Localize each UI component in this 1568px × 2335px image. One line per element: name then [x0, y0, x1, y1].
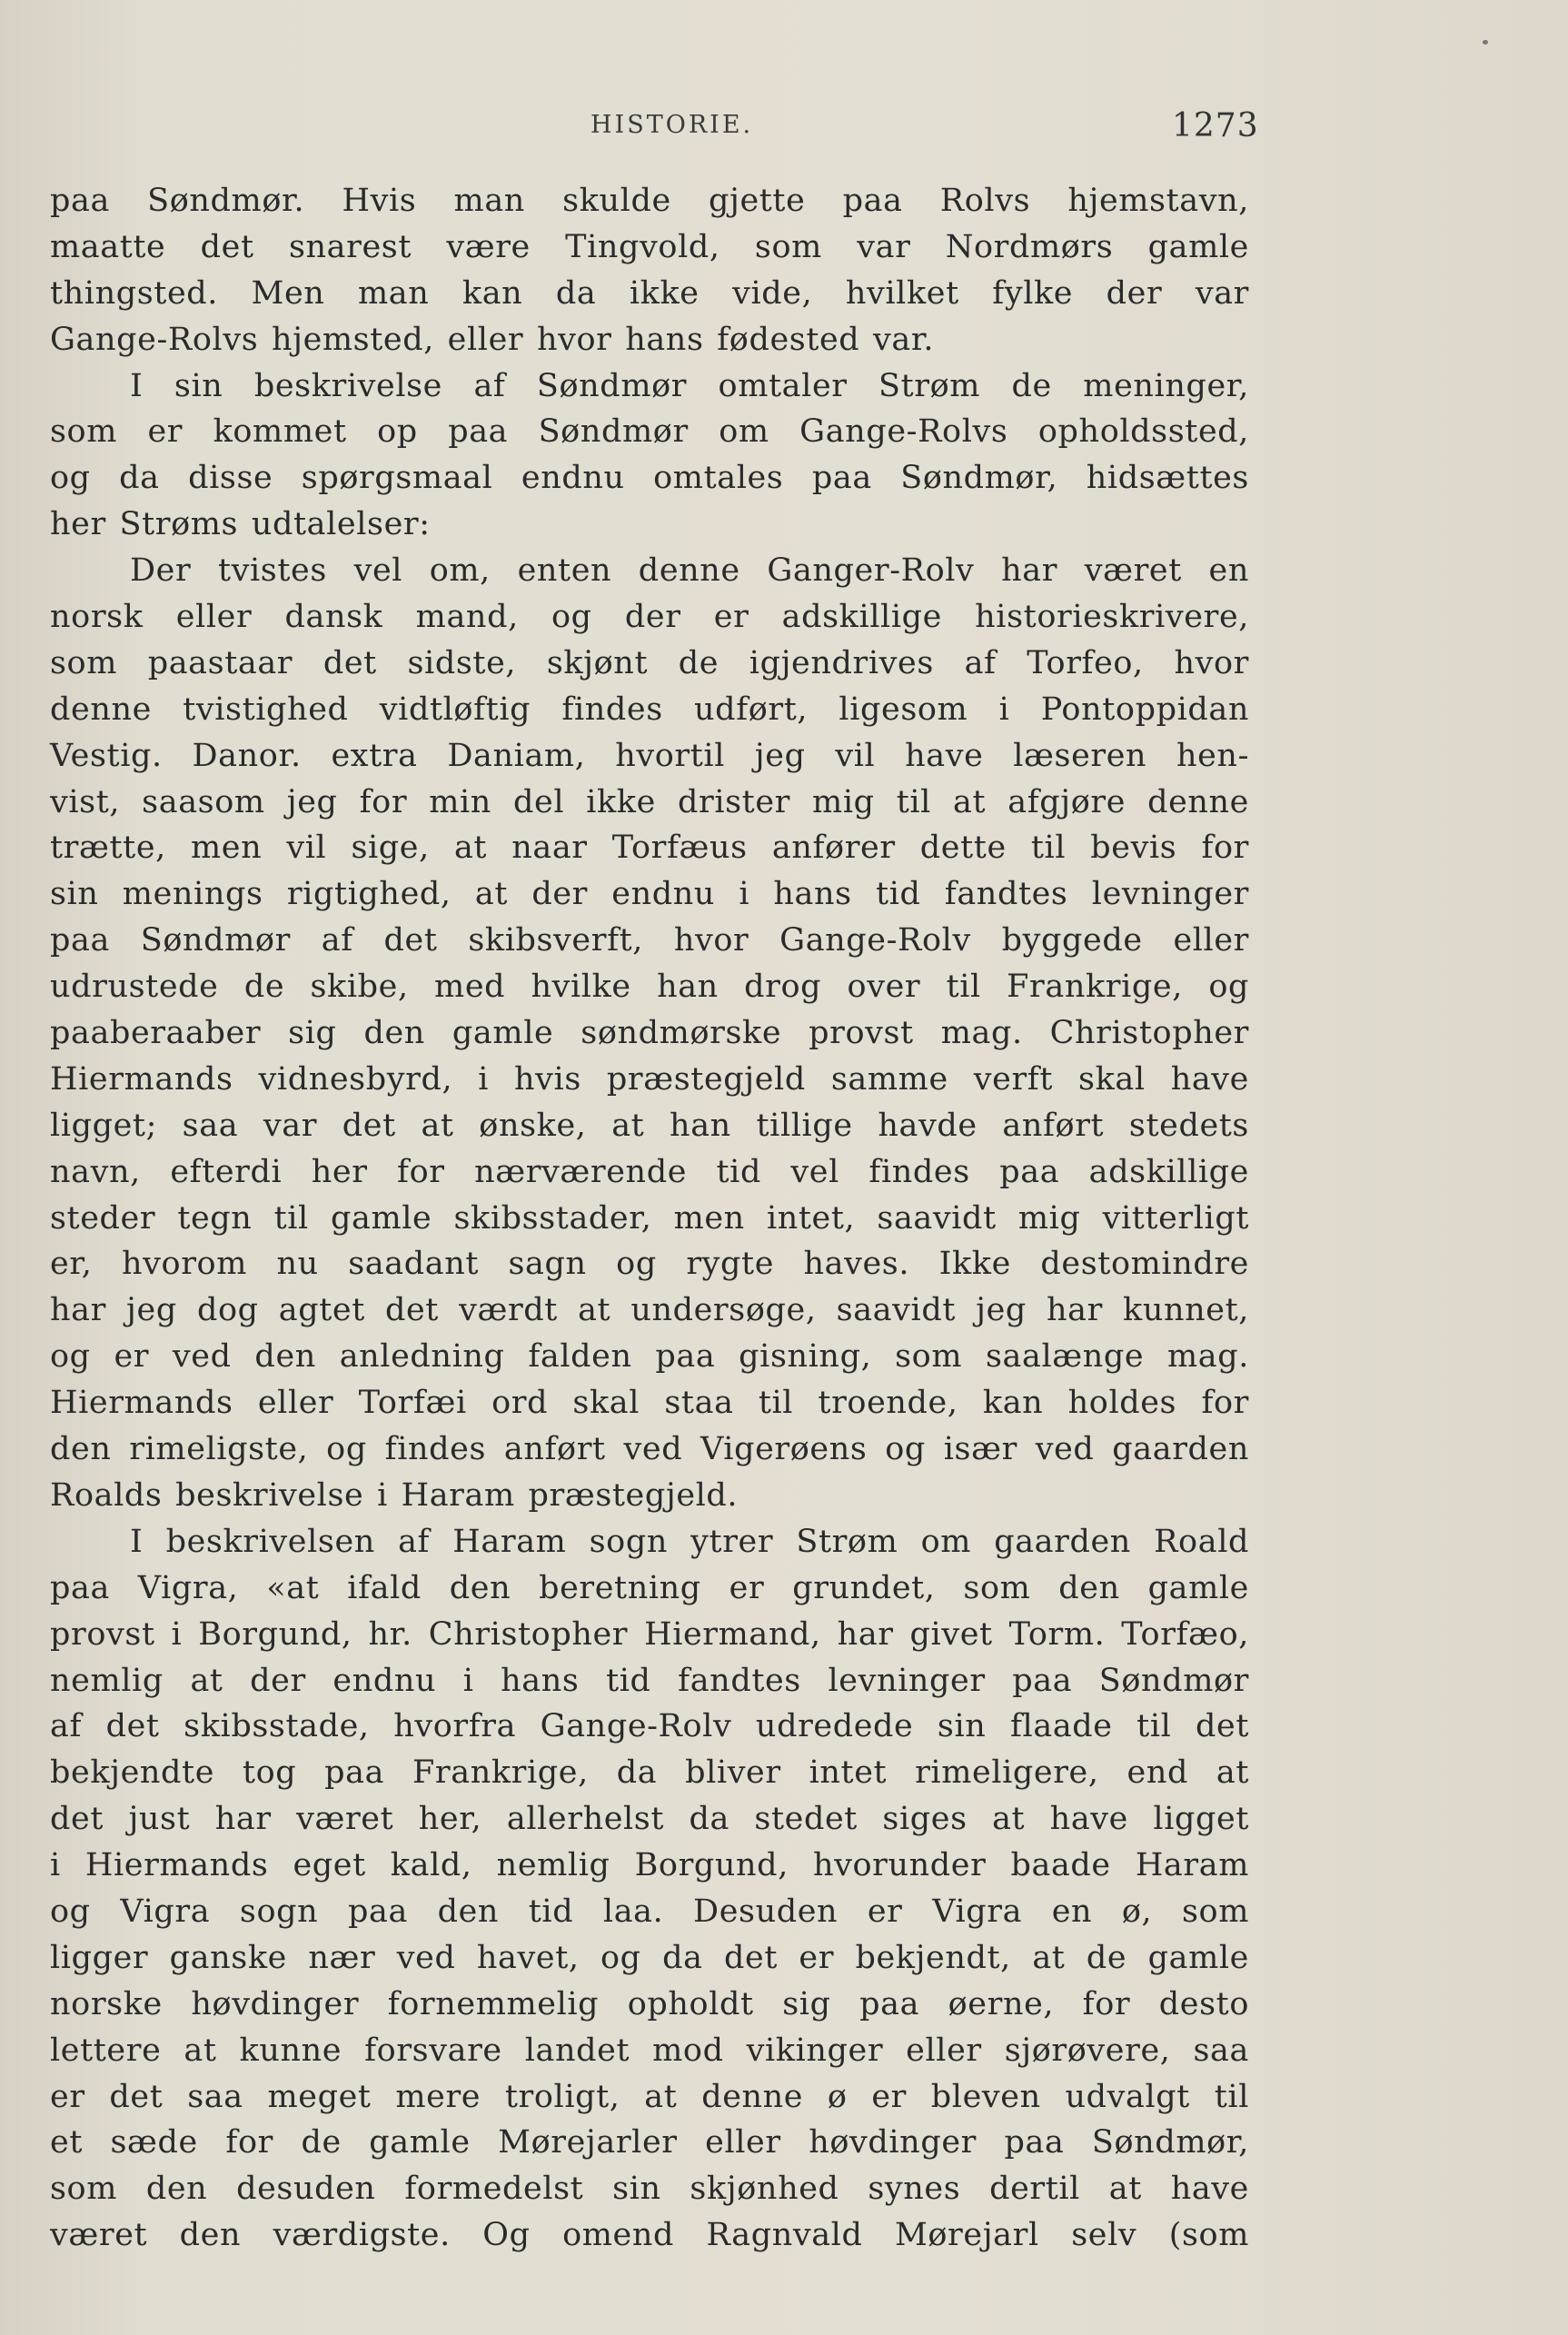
text-line: sin menings rigtighed, at der endnu i hans tid fandtes levninger: [50, 876, 1249, 913]
text-line: norske høvdinger fornemmelig opholdt sig paa øerne, for desto: [50, 1985, 1249, 2022]
page-number: 1273: [1172, 107, 1259, 144]
text-line: af det skibsstade, hvorfra Gange-Rolv udredede sin flaade til det: [50, 1708, 1249, 1745]
running-head: [0, 107, 1568, 147]
text-line: det just har været her, allerhelst da stedet siges at have ligget: [50, 1801, 1249, 1838]
text-line: og er ved den anledning falden paa gisning, som saalænge mag.: [50, 1338, 1249, 1376]
text-line: som den desuden formedelst sin skjønhed synes dertil at have: [50, 2171, 1249, 2208]
text-line: og Vigra sogn paa den tid laa. Desuden er Vigra en ø, som: [50, 1893, 1249, 1930]
running-title: HISTORIE.: [590, 111, 754, 139]
text-line: her Strøms udtalelser:: [50, 506, 431, 543]
text-line: paa Søndmør af det skibsverft, hvor Gange-Rolv byggede eller: [50, 922, 1249, 959]
text-line: et sæde for de gamle Mørejarler eller høvdinger paa Søndmør,: [50, 2124, 1249, 2161]
text-line: lettere at kunne forsvare landet mod vikinger eller sjørøvere, saa: [50, 2032, 1249, 2069]
text-line: I beskrivelsen af Haram sogn ytrer Strøm om gaarden Roald: [130, 1523, 1249, 1560]
text-line: navn, efterdi her for nærværende tid vel findes paa adskillige: [50, 1153, 1249, 1190]
text-line: været den værdigste. Og omend Ragnvald Mørejarl selv (som: [50, 2217, 1249, 2254]
text-line: steder tegn til gamle skibsstader, men intet, saavidt mig vitterligt: [50, 1199, 1249, 1237]
body-text: [50, 178, 1249, 2259]
text-line: har jeg dog agtet det værdt at undersøge, saavidt jeg har kunnet,: [50, 1292, 1249, 1329]
text-line: ligger ganske nær ved havet, og da det er bekjendt, at de gamle: [50, 1939, 1249, 1976]
text-line: denne tvistighed vidtløftig findes udført, ligesom i Pontoppidan: [50, 691, 1249, 728]
text-line: den rimeligste, og findes anført ved Vigerøens og især ved gaarden: [50, 1431, 1249, 1468]
text-line: nemlig at der endnu i hans tid fandtes levninger paa Søndmør: [50, 1662, 1249, 1699]
text-line: Vestig. Danor. extra Daniam, hvortil jeg vil have læseren hen-: [50, 737, 1249, 774]
text-line: og da disse spørgsmaal endnu omtales paa Søndmør, hidsættes: [50, 460, 1249, 497]
text-line: Der tvistes vel om, enten denne Ganger-Rolv har været en: [130, 552, 1249, 590]
text-line: norsk eller dansk mand, og der er adskillige historieskrivere,: [50, 599, 1249, 636]
text-line: udrustede de skibe, med hvilke han drog over til Frankrige, og: [50, 969, 1249, 1006]
text-line: i Hiermands eget kald, nemlig Borgund, hvorunder baade Haram: [50, 1847, 1249, 1884]
text-line: paaberaaber sig den gamle søndmørske provst mag. Christopher: [50, 1015, 1249, 1052]
text-line: som er kommet op paa Søndmør om Gange-Rolvs opholdssted,: [50, 413, 1249, 451]
ink-speck: [1483, 40, 1488, 45]
text-line: Hiermands vidnesbyrd, i hvis præstegjeld samme verft skal have: [50, 1060, 1249, 1098]
text-line: er det saa meget mere troligt, at denne ø er bleven udvalgt til: [50, 2078, 1249, 2115]
text-line: bekjendte tog paa Frankrige, da bliver intet rimeligere, end at: [50, 1754, 1249, 1792]
text-line: paa Søndmør. Hvis man skulde gjette paa Rolvs hjemstavn,: [50, 183, 1249, 219]
text-line: maatte det snarest være Tingvold, som var Nordmørs gamle: [50, 228, 1249, 265]
text-line: paa Vigra, «at ifald den beretning er grundet, som den gamle: [50, 1569, 1249, 1606]
text-line: thingsted. Men man kan da ikke vide, hvilket fylke der var: [50, 274, 1249, 312]
text-line: Hiermands eller Torfæi ord skal staa til troende, kan holdes for: [50, 1385, 1249, 1422]
text-line: provst i Borgund, hr. Christopher Hiermand, har givet Torm. Torfæo,: [50, 1615, 1249, 1653]
text-line: ligget; saa var det at ønske, at han tillige havde anført stedets: [50, 1107, 1249, 1144]
text-line: vist, saasom jeg for min del ikke drister mig til at afgjøre denne: [50, 783, 1249, 820]
text-line: som paastaar det sidste, skjønt de igjendrives af Torfeo, hvor: [50, 644, 1249, 681]
text-line: I sin beskrivelse af Søndmør omtaler Strøm de meninger,: [130, 367, 1249, 404]
text-line: er, hvorom nu saadant sagn og rygte haves. Ikke destomindre: [50, 1246, 1249, 1283]
text-line: Roalds beskrivelse i Haram præstegjeld.: [50, 1476, 739, 1514]
text-line: Gange-Rolvs hjemsted, eller hvor hans fødested var.: [50, 321, 935, 358]
text-line: trætte, men vil sige, at naar Torfæus anfører dette til bevis for: [50, 830, 1249, 867]
